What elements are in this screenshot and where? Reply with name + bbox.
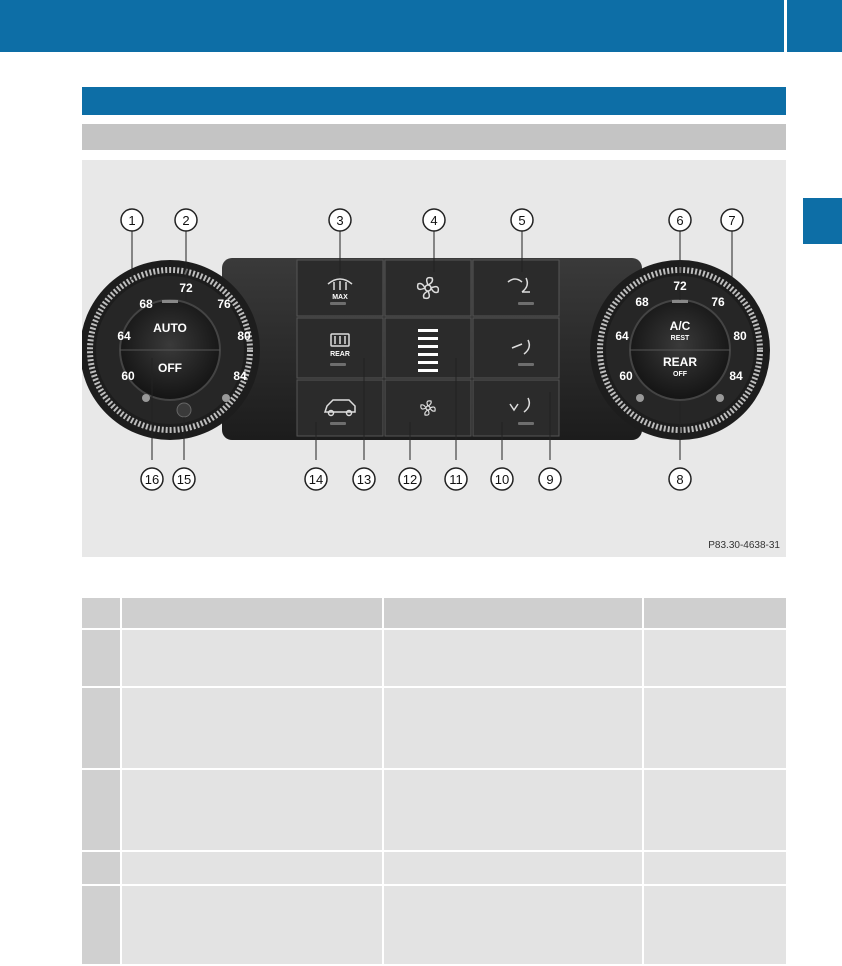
table-cell bbox=[384, 688, 644, 768]
scale-76: 76 bbox=[217, 297, 231, 311]
svg-text:16: 16 bbox=[144, 472, 160, 487]
scale-84: 84 bbox=[233, 369, 247, 383]
recirculation-button[interactable] bbox=[297, 380, 383, 436]
table-cell bbox=[82, 852, 122, 884]
table-cell bbox=[82, 598, 122, 628]
table-cell bbox=[644, 852, 786, 884]
svg-text:11: 11 bbox=[449, 472, 463, 487]
svg-text:3: 3 bbox=[336, 213, 344, 228]
callout-2 bbox=[175, 209, 197, 231]
scale-80: 80 bbox=[733, 329, 747, 343]
table-cell bbox=[122, 852, 384, 884]
fan-decrease-button[interactable] bbox=[385, 380, 471, 436]
callout-6 bbox=[669, 209, 691, 231]
svg-text:12: 12 bbox=[402, 472, 418, 487]
svg-text:5: 5 bbox=[518, 213, 526, 228]
subsection-heading-bar bbox=[82, 124, 786, 150]
table-cell bbox=[644, 630, 786, 686]
svg-text:10: 10 bbox=[494, 472, 510, 487]
svg-text:9: 9 bbox=[546, 472, 554, 487]
table-cell bbox=[384, 598, 644, 628]
table-row bbox=[82, 630, 786, 688]
chapter-tab[interactable] bbox=[803, 198, 842, 244]
auto-button[interactable]: AUTO bbox=[153, 321, 187, 335]
table-cell bbox=[122, 770, 384, 850]
table-cell bbox=[122, 886, 384, 964]
callout-15 bbox=[173, 468, 195, 490]
rear-defrost-button[interactable] bbox=[297, 318, 383, 378]
callout-9 bbox=[539, 468, 561, 490]
climate-control-figure bbox=[82, 160, 786, 557]
table-cell bbox=[384, 630, 644, 686]
svg-text:2: 2 bbox=[182, 213, 190, 228]
callout-1 bbox=[121, 209, 143, 231]
svg-text:13: 13 bbox=[356, 472, 372, 487]
table-header-row bbox=[82, 598, 786, 630]
figure-reference: P83.30-4638-31 bbox=[708, 540, 780, 551]
rear-button[interactable]: REAR bbox=[662, 355, 698, 369]
table-row bbox=[82, 688, 786, 770]
svg-text:1: 1 bbox=[128, 213, 136, 228]
table-cell bbox=[384, 852, 644, 884]
callout-14 bbox=[305, 468, 327, 490]
left-temperature-dial[interactable] bbox=[82, 260, 260, 440]
table-cell bbox=[82, 630, 122, 686]
svg-text:14: 14 bbox=[308, 472, 324, 487]
table-cell bbox=[644, 770, 786, 850]
table-cell bbox=[82, 886, 122, 964]
scale-60: 60 bbox=[121, 369, 135, 383]
scale-68: 68 bbox=[635, 295, 649, 309]
svg-text:8: 8 bbox=[676, 472, 684, 487]
table-cell bbox=[122, 598, 384, 628]
svg-text:15: 15 bbox=[176, 472, 192, 487]
callout-3 bbox=[329, 209, 351, 231]
callout-13 bbox=[353, 468, 375, 490]
callout-10 bbox=[491, 468, 513, 490]
section-heading-bar bbox=[82, 87, 786, 115]
table-cell bbox=[82, 688, 122, 768]
table-cell bbox=[644, 886, 786, 964]
table-row bbox=[82, 770, 786, 852]
ac-rest-label: REST bbox=[670, 335, 690, 342]
callout-5 bbox=[511, 209, 533, 231]
svg-text:6: 6 bbox=[676, 213, 684, 228]
scale-84: 84 bbox=[729, 369, 743, 383]
table-cell bbox=[384, 886, 644, 964]
callout-11 bbox=[445, 468, 467, 490]
scale-64: 64 bbox=[615, 329, 629, 343]
max-label: MAX bbox=[332, 294, 348, 301]
callout-12 bbox=[399, 468, 421, 490]
scale-60: 60 bbox=[619, 369, 633, 383]
table-cell bbox=[122, 630, 384, 686]
ac-button[interactable]: A/C bbox=[669, 319, 691, 333]
off-button[interactable]: OFF bbox=[158, 361, 182, 375]
callout-7 bbox=[721, 209, 743, 231]
svg-text:7: 7 bbox=[728, 213, 736, 228]
table-row bbox=[82, 886, 786, 966]
scale-72: 72 bbox=[179, 281, 193, 295]
rear-label: REAR bbox=[330, 351, 350, 358]
callout-8 bbox=[669, 468, 691, 490]
table-cell bbox=[122, 688, 384, 768]
table-cell bbox=[82, 770, 122, 850]
center-vent-button[interactable] bbox=[473, 318, 559, 378]
table-cell bbox=[644, 598, 786, 628]
scale-68: 68 bbox=[139, 297, 153, 311]
control-panel-illustration bbox=[82, 160, 786, 557]
header-bar bbox=[0, 0, 842, 52]
table-cell bbox=[384, 770, 644, 850]
table-row bbox=[82, 852, 786, 886]
sensor bbox=[177, 403, 191, 417]
scale-72: 72 bbox=[673, 279, 687, 293]
scale-76: 76 bbox=[711, 295, 725, 309]
scale-64: 64 bbox=[117, 329, 131, 343]
header-divider bbox=[784, 0, 787, 52]
windshield-airflow-button[interactable] bbox=[473, 260, 559, 316]
callout-4 bbox=[423, 209, 445, 231]
callout-16 bbox=[141, 468, 163, 490]
rear-off-label: OFF bbox=[673, 371, 687, 378]
svg-text:4: 4 bbox=[430, 213, 438, 228]
table-cell bbox=[644, 688, 786, 768]
airflow-button[interactable] bbox=[385, 260, 471, 316]
function-table bbox=[82, 598, 786, 966]
scale-80: 80 bbox=[237, 329, 251, 343]
